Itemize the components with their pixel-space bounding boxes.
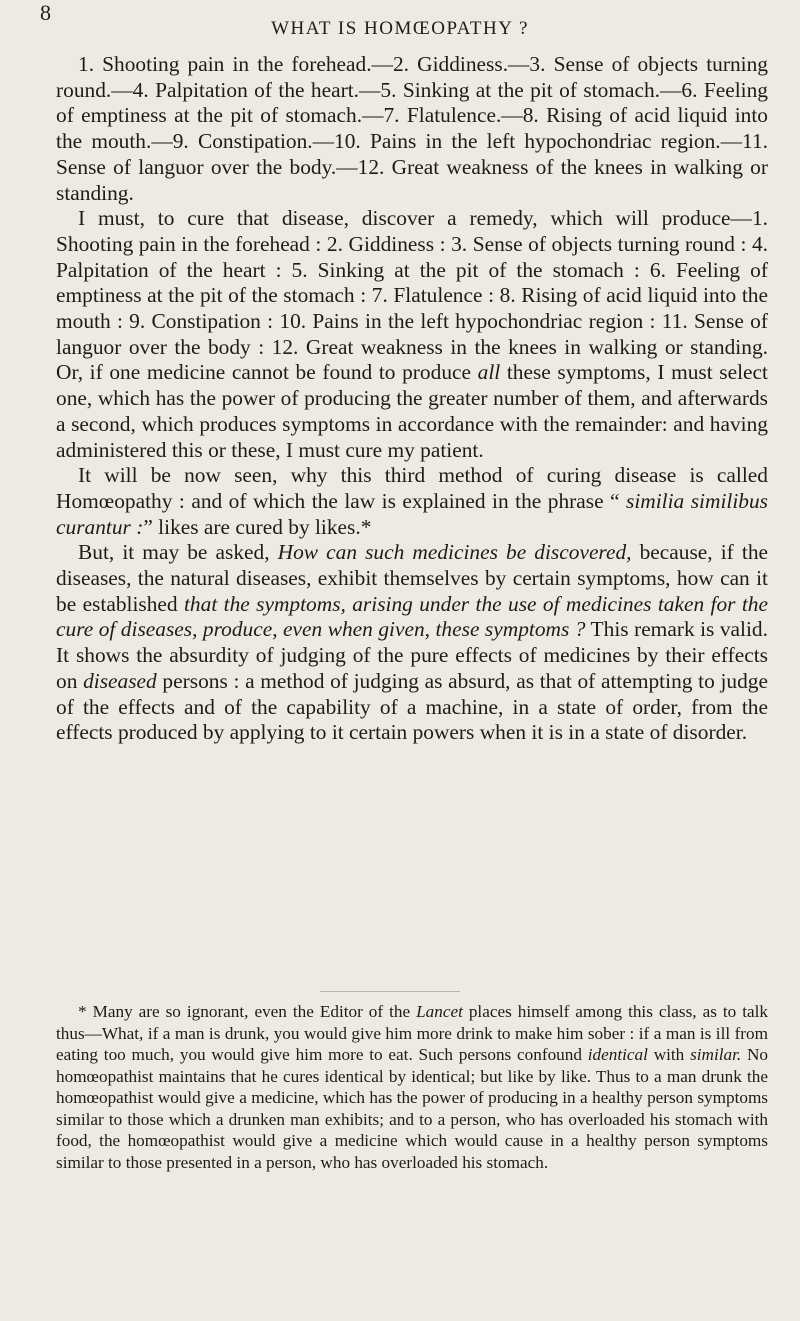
emphasis-diseased: diseased — [83, 668, 157, 693]
emphasis-symptoms-question: that the symptoms, arising under the use of medicines taken for the cure of diseases, produce, even when given, these symptoms ? — [56, 591, 768, 642]
paragraph-homoeopathy-law — [56, 463, 768, 540]
running-head: WHAT IS HOMŒOPATHY ? — [271, 18, 529, 39]
footnote-text-3: with — [647, 1045, 691, 1064]
paragraph-objection-text-4: persons : a method of judging as absurd, as that of attempting to judge of the effects and of the capability of a machine, in a state of order, from the effects produced by applying to it certain powers when it is in a state of disorder. — [56, 668, 768, 745]
footnote-similar: similar. — [690, 1045, 742, 1064]
footnote-text-2: places himself among this class, as to talk thus—What, if a man is drunk, you would give him more drink to make him sober : if a man is ill from eating too much, you would give him more to eat. Such persons confound — [56, 1002, 768, 1064]
paragraph-symptom-list: 1. Shooting pain in the forehead.—2. Giddiness.—3. Sense of objects turning round.—4. Palpitation of the heart.—5. Sinking at the pit of stomach.—6. Feeling of emptiness at the pit of stomach.—7. Flatulence.—8. Rising of acid liquid into the mouth.—9. Constipation.—10. Pains in the left hypochondriac region.—11. Sense of languor over the body.—12. Great weakness of the knees in walking or standing. — [56, 52, 768, 205]
paragraph-objection-text-3: This remark is valid. It shows the absurdity of judging of the pure effects of medicines by their effects on — [56, 617, 768, 693]
footnote-identical: identical — [587, 1045, 648, 1064]
latin-phrase: similia similibus curantur : — [56, 488, 768, 539]
footnote-text-4: No homœopathist maintains that he cures identical by identical; but like by like. Thus to a man drunk the homœopathist would give a medicine, which has the power of producing in a healthy person symptoms similar to those which a drunken man exhibits; and to a person, who has overloaded his stomach with food, the homœopathist would give a medicine which would cause in a healthy person symptoms similar to those presented in a person, who has overloaded his stomach. — [56, 1045, 768, 1172]
paragraph-law-text-2: ” likes are cured by likes.* — [143, 514, 372, 539]
paragraph-objection-text-2: because, if the diseases, the natural diseases, exhibit themselves by certain symptoms, how can it be established — [56, 540, 769, 616]
body-text — [56, 52, 768, 746]
paragraph-remedy-text-1: I must, to cure that disease, discover a remedy, which will produce—1. Shooting pain in the forehead : 2. Giddiness : 3. Sense of objects turning round : 4. Palpitation of the heart : 5. Sinking at the pit of the stomach : 6. Feeling of emptiness at the pit of the stomach : 7. Flatulence : 8. Rising of acid liquid into the mouth : 9. Constipation : 10. Pains in the left hypochondriac region : 11. Sense of languor over the body : 12. Great weakness in the knees in walking or standing. Or, if one medicine cannot be found to produce — [56, 206, 768, 385]
footnote — [56, 1001, 768, 1173]
paragraph-objection — [56, 540, 768, 746]
emphasis-question: How can such medicines be discovered, — [277, 540, 632, 565]
emphasis-all: all — [477, 360, 501, 385]
paragraph-remedy-text-2: these symptoms, I must select one, which has the power of producing the greater number of them, and afterwards a second, which produces symptoms in accordance with the remainder: and having administered this or these, I must cure my patient. — [56, 360, 768, 462]
footnote-text-1: * Many are so ignorant, even the Editor of the — [78, 1002, 417, 1021]
paragraph-law-text-1: It will be now seen, why this third method of curing disease is called Homœopathy : and of which the law is explained in the phrase “ — [56, 463, 768, 513]
footnote-rule — [320, 991, 460, 992]
footnote-lancet: Lancet — [416, 1002, 463, 1021]
paragraph-objection-text-1: But, it may be asked, — [78, 540, 278, 565]
paragraph-remedy — [56, 206, 768, 463]
page-number: 8 — [40, 0, 51, 25]
